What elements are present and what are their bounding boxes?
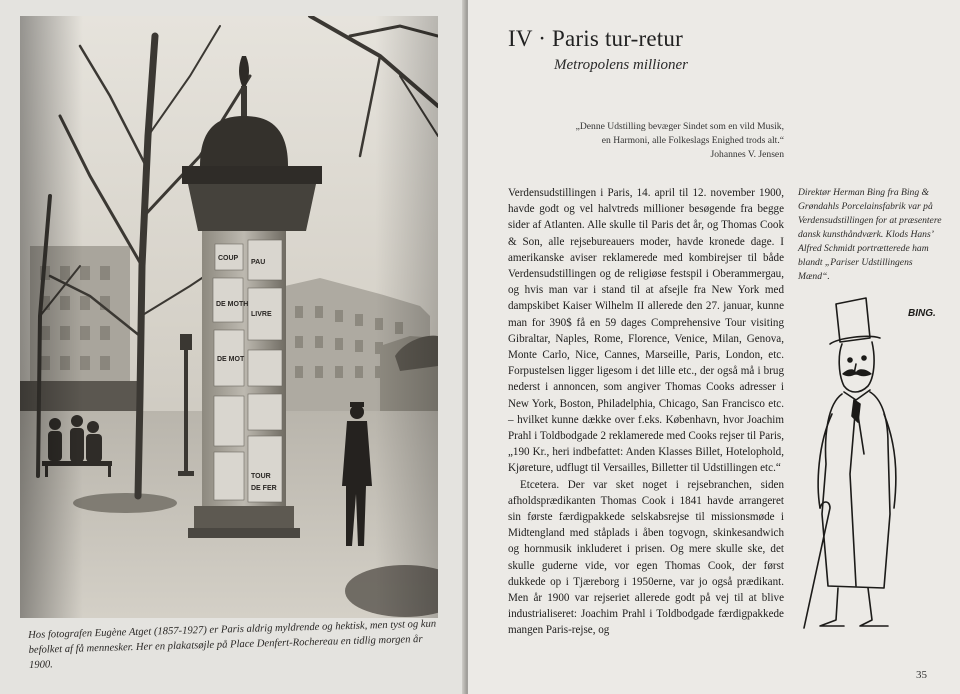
bing-caricature [798,294,948,646]
epigraph-author: Johannes V. Jensen [710,149,784,160]
chapter-subtitle: Metropolens millioner [554,57,689,73]
page-number: 35 [916,669,927,681]
right-page [468,0,960,694]
margin-note: Direktør Herman Bing fra Bing & Grøndahls Porcelainsfabrik var på Verdensudstillingen for at præsentere dansk kunsthåndværk. Klods Hans’ Alfred Schmidt portrætterede ham blandt „Pariser Udstillingens Mænd“. [798,187,942,282]
body-text [508,185,784,639]
left-page [0,0,466,694]
chapter-title: IV · Paris tur-retur [508,26,683,51]
epigraph-line: en Harmoni, alle Folkeslags Enighed trods alt.“ [601,135,784,146]
atget-photograph [20,16,438,618]
caricature-signature: BING. [908,308,936,319]
photo-illustration [20,16,438,618]
epigraph [508,120,784,162]
photo-caption: Hos fotografen Eugène Atget (1857-1927) er Paris aldrig myldrende og hektisk, men tyst og kun befolket af få mennesker. Her en plakatsøjle på Place Denfert-Rochereau en tidlig morgen år 1900. [28,618,437,671]
caricature-drawing [798,294,948,646]
epigraph-line: „Denne Udstilling bevæger Sindet som en vild Musik, [575,121,784,132]
body-paragraph: Etcetera. Der var sket noget i rejsebranchen, siden afholdsprædikanten Thomas Cook i 1841 havde arrangeret sin første færdigpakkede selskabsrejse til missionsmøde i Midtengland med ståplads i åben togvogn, skinkesandwich og hornmusik inkluderet i prisen. Og mere skulle ske, det skulle guderne vide, vor egen Thomas Cook, der først dukkede op i Tjæreborg i 1950erne, var jo også prædikant. Men år 1900 var rejseriet allerede godt på vej til at blive industrialiseret: Joachim Prahl i Toldbodgade færdigpakkede mangen Paris-rejse, og [508,478,784,637]
body-paragraph: Verdensudstillingen i Paris, 14. april til 12. november 1900, havde godt og vel halvtreds millioner besøgende fra begge sider af Atlanten. Alle skulle til Paris det år, og Thomas Cook & Son, alle rejsebureauers moder, havde kronede dage. I amerikanske aviser reklamerede med kombirejser til både Verdensudstillingen og de religiøse festspil i Oberammergau, og hvis man var i stand til at afsejle fra New York med dampskibet Kaiser Wilhelm II allerede den 27. januar, kunne man for 390$ få en 59 dages Comprehensive Tour visiting Gibraltar, Naples, Rome, Florence, Venice, Milan, Genova, Monte Carlo, Nice, Cannes, Marseille, Paris, London, etc. Forpustelsen ligger ligesom i det lille etc., der også må i brug nederst i annoncen, som angiver Thomas Cooks adresser i New York, Boston, Philadelphia, Chicago, San Francisco etc. – hvilket kunne dække over f.eks. København, hvor Joachim Prahl i Toldbodgade 2 reklamerede med Cooks rejser til Paris, „190 Kr., heri indbefattet: Anden Klasses Billet, Hotelophold, Kjøreture, udflugt til Versailles, Billetter til Udstillingen etc.“ [508,187,784,475]
